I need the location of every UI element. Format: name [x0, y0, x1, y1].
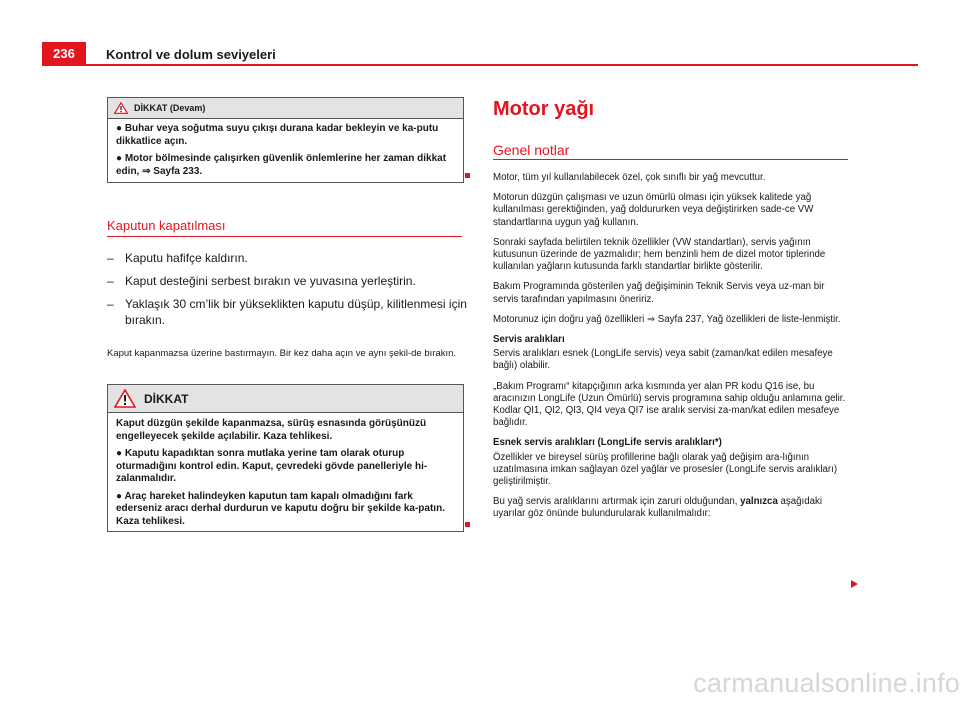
hood-steps-list — [107, 250, 467, 335]
continue-arrow-icon — [851, 580, 858, 588]
dash-marker: – — [107, 297, 114, 311]
end-marker-icon — [465, 522, 470, 527]
warning-continued-bullet-2: ● Motor bölmesinde çalışırken güvenlik önlemlerine her zaman dikkat edin, ⇒ Sayfa 233. — [116, 153, 447, 177]
heading-longlife: Esnek servis aralıkları (LongLife servis aralıkları*) — [493, 437, 722, 449]
heading-service-intervals: Servis aralıkları — [493, 334, 565, 346]
list-item — [107, 250, 467, 266]
chapter-title: Kontrol ve dolum seviyeleri — [106, 47, 276, 62]
step-text: Kaput desteğini serbest bırakın ve yuvasına yerleştirin. — [125, 274, 416, 288]
subsection-title: Genel notlar — [493, 142, 570, 158]
list-item — [107, 296, 467, 328]
oil-paragraph-6: Servis aralıkları esnek (LongLife servis) veya sabit (zaman/kat edilen mesafeye bağlı) olabilir. — [493, 348, 833, 372]
section-title-hood: Kaputun kapatılması — [107, 218, 226, 233]
warning-continued-body — [108, 119, 463, 178]
section-rule-hood — [107, 236, 462, 237]
subsection-rule — [493, 159, 848, 160]
dash-marker: – — [107, 251, 114, 265]
header-rule — [86, 64, 918, 66]
oil-paragraph-5: Motorunuz için doğru yağ özellikleri ⇒ Sayfa 237, Yağ özellikleri de liste-lenmiştir. — [493, 313, 841, 325]
warning-header — [108, 385, 463, 413]
warning-title: DİKKAT — [144, 391, 189, 406]
warning-paragraph-1: Kaput düzgün şekilde kapanmazsa, sürüş esnasında görüşünüzü engelleyecek şekilde açılabilir. Kaza tehlikesi. — [116, 418, 427, 442]
list-item — [107, 273, 467, 289]
oil-paragraph-9 — [493, 496, 851, 520]
emphasis-only: yalnızca — [740, 496, 778, 508]
warning-triangle-icon — [114, 389, 136, 408]
step-text: Yaklaşık 30 cm’lik bir yükseklikten kaputu düşüp, kilitlenmesi için bırakın. — [125, 297, 467, 327]
oil-paragraph-3: Sonraki sayfada belirtilen teknik özellikler (VW standartları), servis yağının kutusunun üzerinde de yazmalıdır; hem benzinli hem de dizel motor tiplerinde kullanılan yağların kutusunda farklı standartlar birlikte gösterilir. — [493, 236, 826, 273]
oil-paragraph-2: Motorun düzgün çalışması ve uzun ömürlü olması için yüksek kalitede yağ kullanılması gerektiğinden, yağ doldururken veya değiştirirken sade-ce VW standartlarına uygun yağ kullanın. — [493, 192, 814, 228]
watermark: carmanualsonline.info — [693, 668, 960, 698]
section-title-oil: Motor yağı — [493, 98, 595, 120]
warning-continued-box — [107, 97, 464, 183]
oil-paragraph-9-end: aşağıdaki uyarılar göz önünde bulundurularak kullanılmalıdır: — [493, 496, 823, 520]
oil-paragraph-4: Bakım Programında gösterilen yağ değişiminin Teknik Servis veya uz-man bir servis tarafından yapılmasını öneririz. — [493, 281, 825, 305]
warning-box — [107, 384, 464, 532]
hood-note: Kaput kapanmazsa üzerine bastırmayın. Bir kez daha açın ve aynı şekil-de bırakın. — [107, 348, 457, 359]
oil-paragraph-1: Motor, tüm yıl kullanılabilecek özel, çok sınıflı bir yağ mevcuttur. — [493, 172, 766, 183]
oil-text — [493, 172, 851, 529]
end-marker-icon — [465, 173, 470, 178]
oil-paragraph-7: „Bakım Programı“ kitapçığının arka kısmında yer alan PR kodu Q16 ise, bu aracınızın LongLife (Uzun Ömürlü) servis programına sahip olduğu anlamına gelir. Kodlar QI1, QI2, QI3, QI4 veya QI7 ise aralık servisi za-man/kat edilen mesafeye bağlıdır. — [493, 380, 846, 429]
warning-continued-header — [108, 98, 463, 119]
oil-paragraph-8: Özellikler ve bireysel sürüş profillerine bağlı olarak yağ değişim ara-lığının uzatılmasına imkan sağlayan özel yağlar ve prosesler (LongLife servis aralıkları) geliştirilmiştir. — [493, 451, 838, 488]
warning-triangle-icon — [114, 102, 128, 114]
warning-continued-title: DİKKAT (Devam) — [134, 103, 206, 113]
page-number: 236 — [42, 42, 86, 66]
warning-paragraph-3: ● Araç hareket halindeyken kaputun tam kapalı olmadığını fark ederseniz aracı derhal durdurun ve kaputu doğru bir şekilde ka-patın. Kaza tehlikesi. — [116, 490, 445, 527]
oil-paragraph-9-start: Bu yağ servis aralıklarını artırmak için zaruri olduğundan, — [493, 496, 741, 508]
warning-body — [108, 413, 463, 528]
warning-paragraph-2: ● Kaputu kapadıktan sonra mutlaka yerine tam olarak oturup oturmadığını kontrol edin. Kaput, çevredeki gövde panelleriyle hi-zalanmalıdır. — [116, 448, 428, 484]
step-text: Kaputu hafifçe kaldırın. — [125, 251, 248, 265]
dash-marker: – — [107, 274, 114, 288]
warning-continued-bullet-1: ● Buhar veya soğutma suyu çıkışı durana kadar bekleyin ve ka-putu dikkatlice açın. — [116, 123, 439, 147]
